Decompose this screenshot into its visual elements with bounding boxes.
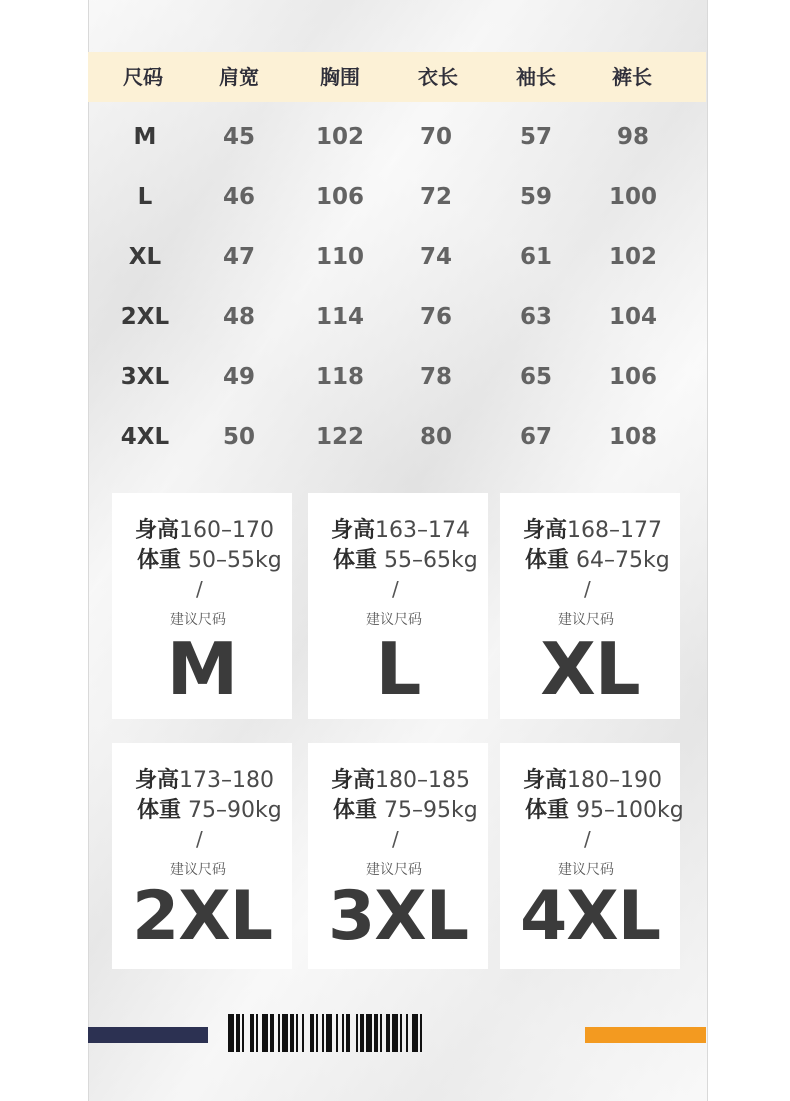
weight-range: 体重 95–100kg: [525, 798, 684, 823]
cell-sleeve: 57: [519, 124, 553, 150]
orange-accent-bar: [585, 1027, 706, 1043]
barcode-stripe: [366, 1014, 372, 1052]
table-row: [88, 119, 706, 155]
cell-pants: 106: [608, 364, 658, 390]
barcode-stripe: [326, 1014, 332, 1052]
barcode-graphic: [228, 1014, 568, 1052]
barcode-stripe: [386, 1014, 390, 1052]
barcode-stripe: [412, 1014, 418, 1052]
suggested-size: L: [375, 627, 421, 711]
suggested-size-label: 建议尺码: [170, 612, 226, 628]
cell-chest: 110: [315, 244, 365, 270]
barcode-stripe: [406, 1014, 408, 1052]
weight-range: 体重 75–90kg: [137, 798, 282, 823]
size-recommendation-card: [112, 743, 292, 969]
height-range: 身高168–177: [523, 518, 662, 543]
cell-shoulder: 47: [222, 244, 256, 270]
barcode-stripe: [296, 1014, 298, 1052]
cell-sleeve: 59: [519, 184, 553, 210]
header-size: 尺码: [123, 65, 163, 89]
cell-shoulder: 49: [222, 364, 256, 390]
weight-range: 体重 55–65kg: [333, 548, 478, 573]
barcode-stripe: [262, 1014, 268, 1052]
cell-chest: 114: [315, 304, 365, 330]
cell-length: 76: [419, 304, 453, 330]
size-recommendation-card: [308, 743, 488, 969]
cell-size: 2XL: [120, 304, 170, 330]
barcode-stripe: [346, 1014, 350, 1052]
cell-size: L: [137, 184, 153, 210]
suggested-size-label: 建议尺码: [558, 612, 614, 628]
navy-accent-bar: [88, 1027, 208, 1043]
cell-length: 72: [419, 184, 453, 210]
size-recommendation-card: [112, 493, 292, 719]
suggested-size: XL: [540, 627, 640, 711]
barcode-stripe: [322, 1014, 324, 1052]
barcode-stripe: [392, 1014, 398, 1052]
cell-pants: 100: [608, 184, 658, 210]
divider-slash: /: [584, 577, 591, 601]
cell-length: 70: [419, 124, 453, 150]
barcode-stripe: [256, 1014, 258, 1052]
height-range: 身高180–185: [331, 768, 470, 793]
cell-pants: 108: [608, 424, 658, 450]
cell-length: 78: [419, 364, 453, 390]
weight-range: 体重 75–95kg: [333, 798, 478, 823]
suggested-size: 2XL: [131, 877, 273, 956]
divider-slash: /: [392, 827, 399, 851]
cell-shoulder: 46: [222, 184, 256, 210]
barcode-stripe: [342, 1014, 344, 1052]
weight-range: 体重 64–75kg: [525, 548, 670, 573]
cell-sleeve: 67: [519, 424, 553, 450]
header-shoulder: 肩宽: [219, 65, 259, 89]
barcode-stripe: [278, 1014, 280, 1052]
table-row: [88, 419, 706, 455]
table-row: [88, 179, 706, 215]
table-row: [88, 299, 706, 335]
header-chest: 胸围: [320, 65, 360, 89]
cell-length: 80: [419, 424, 453, 450]
barcode-stripe: [290, 1014, 294, 1052]
barcode-stripe: [236, 1014, 240, 1052]
cell-sleeve: 61: [519, 244, 553, 270]
cell-shoulder: 45: [222, 124, 256, 150]
cell-chest: 102: [315, 124, 365, 150]
height-range: 身高160–170: [135, 518, 274, 543]
suggested-size-label: 建议尺码: [558, 862, 614, 878]
barcode-stripe: [310, 1014, 314, 1052]
barcode-stripe: [228, 1014, 234, 1052]
header-pants: 裤长: [612, 65, 652, 89]
suggested-size: M: [166, 627, 238, 711]
height-range: 身高173–180: [135, 768, 274, 793]
cell-chest: 106: [315, 184, 365, 210]
cell-shoulder: 48: [222, 304, 256, 330]
header-sleeve: 袖长: [516, 65, 556, 89]
cell-pants: 98: [616, 124, 650, 150]
barcode-stripe: [360, 1014, 364, 1052]
barcode-stripe: [380, 1014, 382, 1052]
barcode-stripe: [374, 1014, 378, 1052]
cell-size: 4XL: [120, 424, 170, 450]
suggested-size-label: 建议尺码: [170, 862, 226, 878]
size-recommendation-card: [500, 743, 684, 969]
barcode-stripe: [242, 1014, 244, 1052]
barcode-stripe: [420, 1014, 422, 1052]
divider-slash: /: [392, 577, 399, 601]
barcode-stripe: [316, 1014, 318, 1052]
cell-chest: 118: [315, 364, 365, 390]
size-table-header: [88, 52, 706, 102]
barcode-stripe: [282, 1014, 288, 1052]
cell-size: 3XL: [120, 364, 170, 390]
cell-size: XL: [128, 244, 162, 270]
barcode-stripe: [250, 1014, 254, 1052]
barcode-stripe: [400, 1014, 402, 1052]
height-range: 身高180–190: [523, 768, 662, 793]
table-row: [88, 359, 706, 395]
cell-length: 74: [419, 244, 453, 270]
divider-slash: /: [196, 827, 203, 851]
barcode-stripe: [356, 1014, 358, 1052]
weight-range: 体重 50–55kg: [137, 548, 282, 573]
barcode-stripe: [336, 1014, 338, 1052]
divider-slash: /: [584, 827, 591, 851]
suggested-size-label: 建议尺码: [366, 862, 422, 878]
suggested-size: 3XL: [327, 877, 469, 956]
barcode-stripe: [302, 1014, 304, 1052]
cell-chest: 122: [315, 424, 365, 450]
cell-size: M: [133, 124, 157, 150]
suggested-size: 4XL: [519, 877, 661, 956]
cell-pants: 104: [608, 304, 658, 330]
height-range: 身高163–174: [331, 518, 470, 543]
barcode-stripe: [270, 1014, 274, 1052]
divider-slash: /: [196, 577, 203, 601]
table-row: [88, 239, 706, 275]
suggested-size-label: 建议尺码: [366, 612, 422, 628]
cell-pants: 102: [608, 244, 658, 270]
size-recommendation-card: [308, 493, 488, 719]
header-length: 衣长: [418, 65, 458, 89]
cell-sleeve: 63: [519, 304, 553, 330]
size-recommendation-card: [500, 493, 680, 719]
cell-shoulder: 50: [222, 424, 256, 450]
cell-sleeve: 65: [519, 364, 553, 390]
